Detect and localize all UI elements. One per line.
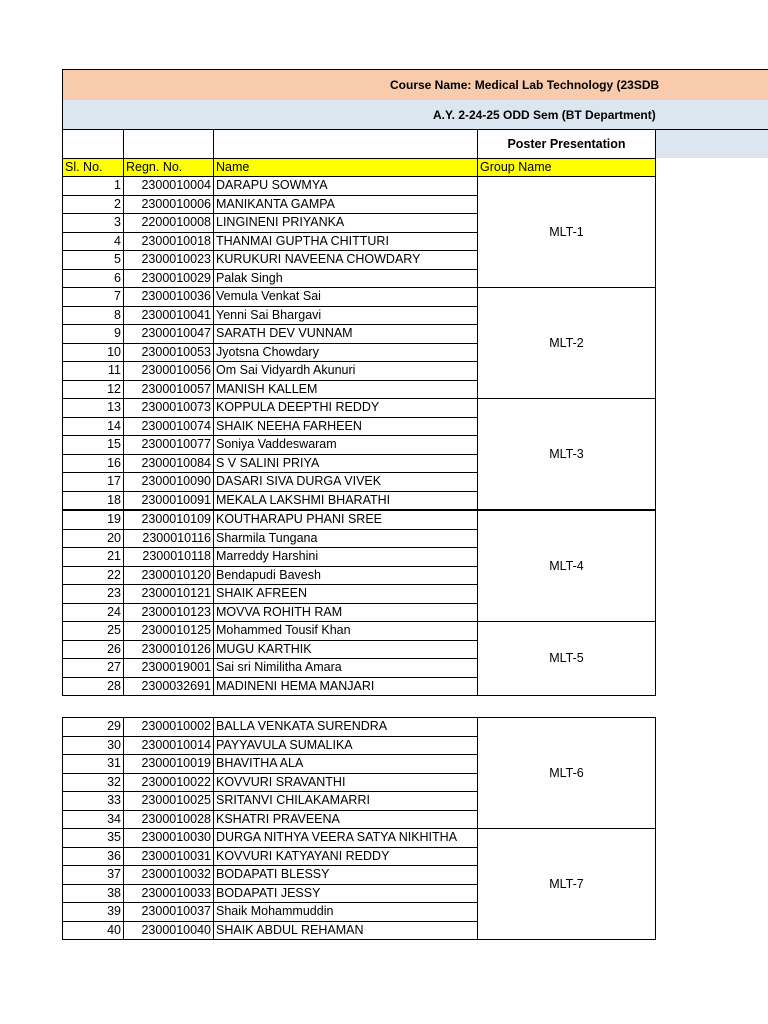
- sl-no-cell: 8: [63, 306, 124, 325]
- regn-no-cell: 2300010084: [124, 454, 214, 473]
- regn-no-cell: 2300010123: [124, 603, 214, 622]
- name-cell: Bendapudi Bavesh: [214, 566, 478, 585]
- academic-year-row: [62, 100, 768, 130]
- sl-no-cell: 3: [63, 214, 124, 233]
- header-fill: [655, 130, 768, 158]
- sl-no-cell: 5: [63, 251, 124, 270]
- sl-no-cell: 29: [63, 718, 124, 737]
- sl-no-cell: 6: [63, 269, 124, 288]
- course-title-row: [62, 69, 768, 101]
- group-name-cell: MLT-7: [478, 829, 656, 940]
- table-row: [63, 622, 656, 641]
- sl-no-cell: 10: [63, 343, 124, 362]
- sl-no-cell: 7: [63, 288, 124, 307]
- regn-no-cell: 2300010047: [124, 325, 214, 344]
- sl-no-cell: 24: [63, 603, 124, 622]
- academic-year-title: A.Y. 2-24-25 ODD Sem (BT Department): [433, 107, 656, 122]
- regn-no-cell: 2300010077: [124, 436, 214, 455]
- name-cell: MUGU KARTHIK: [214, 640, 478, 659]
- col-header-name: Name: [214, 159, 478, 177]
- sl-no-cell: 23: [63, 585, 124, 604]
- name-cell: Mohammed Tousif Khan: [214, 622, 478, 641]
- sl-no-cell: 1: [63, 177, 124, 196]
- name-cell: BHAVITHA ALA: [214, 755, 478, 774]
- student-table-1: [62, 129, 656, 696]
- name-cell: DARAPU SOWMYA: [214, 177, 478, 196]
- sl-no-cell: 11: [63, 362, 124, 381]
- sl-no-cell: 21: [63, 548, 124, 567]
- table-row: [63, 829, 656, 848]
- regn-no-cell: 2300010037: [124, 903, 214, 922]
- regn-no-cell: 2300010121: [124, 585, 214, 604]
- name-cell: S V SALINI PRIYA: [214, 454, 478, 473]
- regn-no-cell: 2300010023: [124, 251, 214, 270]
- sl-no-cell: 31: [63, 755, 124, 774]
- regn-no-cell: 2300010041: [124, 306, 214, 325]
- regn-no-cell: 2300010057: [124, 380, 214, 399]
- course-title: Course Name: Medical Lab Technology (23SDB: [390, 78, 660, 92]
- regn-no-cell: 2300010025: [124, 792, 214, 811]
- col-header-group: Group Name: [478, 159, 656, 177]
- table-row: [63, 718, 656, 737]
- sl-no-cell: 14: [63, 417, 124, 436]
- group-name-cell: MLT-4: [478, 510, 656, 622]
- name-cell: KOUTHARAPU PHANI SREE: [214, 510, 478, 529]
- regn-no-cell: 2300010125: [124, 622, 214, 641]
- name-cell: KSHATRI PRAVEENA: [214, 810, 478, 829]
- poster-row: [63, 130, 656, 159]
- sl-no-cell: 37: [63, 866, 124, 885]
- regn-no-cell: 2300010014: [124, 736, 214, 755]
- sl-no-cell: 13: [63, 399, 124, 418]
- sl-no-cell: 19: [63, 510, 124, 529]
- regn-no-cell: 2300010030: [124, 829, 214, 848]
- name-cell: Sharmila Tungana: [214, 529, 478, 548]
- group-name-cell: MLT-2: [478, 288, 656, 399]
- group-name-cell: MLT-6: [478, 718, 656, 829]
- sl-no-cell: 16: [63, 454, 124, 473]
- table-row: [63, 510, 656, 529]
- sl-no-cell: 25: [63, 622, 124, 641]
- regn-no-cell: 2300010056: [124, 362, 214, 381]
- name-cell: BALLA VENKATA SURENDRA: [214, 718, 478, 737]
- regn-no-cell: 2300010073: [124, 399, 214, 418]
- name-cell: KOPPULA DEEPTHI REDDY: [214, 399, 478, 418]
- regn-no-cell: 2300010022: [124, 773, 214, 792]
- col-header-sl: Sl. No.: [63, 159, 124, 177]
- name-cell: PAYYAVULA SUMALIKA: [214, 736, 478, 755]
- name-cell: SRITANVI CHILAKAMARRI: [214, 792, 478, 811]
- table-row: [63, 177, 656, 196]
- sl-no-cell: 34: [63, 810, 124, 829]
- col-header-regn: Regn. No.: [124, 159, 214, 177]
- name-cell: SHAIK ABDUL REHAMAN: [214, 921, 478, 940]
- sl-no-cell: 15: [63, 436, 124, 455]
- name-cell: Om Sai Vidyardh Akunuri: [214, 362, 478, 381]
- sl-no-cell: 32: [63, 773, 124, 792]
- sl-no-cell: 17: [63, 473, 124, 492]
- sl-no-cell: 33: [63, 792, 124, 811]
- sl-no-cell: 27: [63, 659, 124, 678]
- regn-no-cell: 2300010004: [124, 177, 214, 196]
- sl-no-cell: 36: [63, 847, 124, 866]
- regn-no-cell: 2300010029: [124, 269, 214, 288]
- name-cell: MEKALA LAKSHMI BHARATHI: [214, 491, 478, 510]
- group-name-cell: MLT-1: [478, 177, 656, 288]
- regn-no-cell: 2200010008: [124, 214, 214, 233]
- regn-no-cell: 2300032691: [124, 677, 214, 696]
- regn-no-cell: 2300010002: [124, 718, 214, 737]
- name-cell: Jyotsna Chowdary: [214, 343, 478, 362]
- regn-no-cell: 2300010028: [124, 810, 214, 829]
- regn-no-cell: 2300010116: [124, 529, 214, 548]
- sl-no-cell: 28: [63, 677, 124, 696]
- sl-no-cell: 40: [63, 921, 124, 940]
- sl-no-cell: 4: [63, 232, 124, 251]
- name-cell: SARATH DEV VUNNAM: [214, 325, 478, 344]
- regn-no-cell: 2300010118: [124, 548, 214, 567]
- regn-no-cell: 2300010109: [124, 510, 214, 529]
- sl-no-cell: 9: [63, 325, 124, 344]
- name-cell: THANMAI GUPTHA CHITTURI: [214, 232, 478, 251]
- name-cell: MADINENI HEMA MANJARI: [214, 677, 478, 696]
- name-cell: BODAPATI BLESSY: [214, 866, 478, 885]
- sl-no-cell: 35: [63, 829, 124, 848]
- group-name-cell: MLT-5: [478, 622, 656, 696]
- name-cell: MANISH KALLEM: [214, 380, 478, 399]
- name-cell: SHAIK NEEHA FARHEEN: [214, 417, 478, 436]
- name-cell: Marreddy Harshini: [214, 548, 478, 567]
- name-cell: Vemula Venkat Sai: [214, 288, 478, 307]
- regn-no-cell: 2300010006: [124, 195, 214, 214]
- regn-no-cell: 2300010090: [124, 473, 214, 492]
- student-table-2: [62, 717, 656, 940]
- sl-no-cell: 20: [63, 529, 124, 548]
- regn-no-cell: 2300010036: [124, 288, 214, 307]
- regn-no-cell: 2300010120: [124, 566, 214, 585]
- name-cell: Shaik Mohammuddin: [214, 903, 478, 922]
- name-cell: SHAIK AFREEN: [214, 585, 478, 604]
- sl-no-cell: 12: [63, 380, 124, 399]
- sl-no-cell: 2: [63, 195, 124, 214]
- table-row: [63, 399, 656, 418]
- regn-no-cell: 2300010126: [124, 640, 214, 659]
- regn-no-cell: 2300010018: [124, 232, 214, 251]
- name-cell: MOVVA ROHITH RAM: [214, 603, 478, 622]
- regn-no-cell: 2300010074: [124, 417, 214, 436]
- name-cell: KOVVURI SRAVANTHI: [214, 773, 478, 792]
- name-cell: DURGA NITHYA VEERA SATYA NIKHITHA: [214, 829, 478, 848]
- name-cell: MANIKANTA GAMPA: [214, 195, 478, 214]
- regn-no-cell: 2300010032: [124, 866, 214, 885]
- sl-no-cell: 18: [63, 491, 124, 510]
- name-cell: KURUKURI NAVEENA CHOWDARY: [214, 251, 478, 270]
- regn-no-cell: 2300010040: [124, 921, 214, 940]
- name-cell: DASARI SIVA DURGA VIVEK: [214, 473, 478, 492]
- sl-no-cell: 22: [63, 566, 124, 585]
- column-header-row: [63, 159, 656, 177]
- regn-no-cell: 2300010033: [124, 884, 214, 903]
- name-cell: Sai sri Nimilitha Amara: [214, 659, 478, 678]
- regn-no-cell: 2300019001: [124, 659, 214, 678]
- sl-no-cell: 39: [63, 903, 124, 922]
- sl-no-cell: 26: [63, 640, 124, 659]
- sl-no-cell: 38: [63, 884, 124, 903]
- name-cell: BODAPATI JESSY: [214, 884, 478, 903]
- regn-no-cell: 2300010053: [124, 343, 214, 362]
- name-cell: KOVVURI KATYAYANI REDDY: [214, 847, 478, 866]
- poster-presentation-heading: Poster Presentation: [478, 130, 656, 159]
- name-cell: Palak Singh: [214, 269, 478, 288]
- group-name-cell: MLT-3: [478, 399, 656, 511]
- name-cell: Soniya Vaddeswaram: [214, 436, 478, 455]
- name-cell: LINGINENI PRIYANKA: [214, 214, 478, 233]
- regn-no-cell: 2300010019: [124, 755, 214, 774]
- regn-no-cell: 2300010031: [124, 847, 214, 866]
- sl-no-cell: 30: [63, 736, 124, 755]
- table-row: [63, 288, 656, 307]
- name-cell: Yenni Sai Bhargavi: [214, 306, 478, 325]
- regn-no-cell: 2300010091: [124, 491, 214, 510]
